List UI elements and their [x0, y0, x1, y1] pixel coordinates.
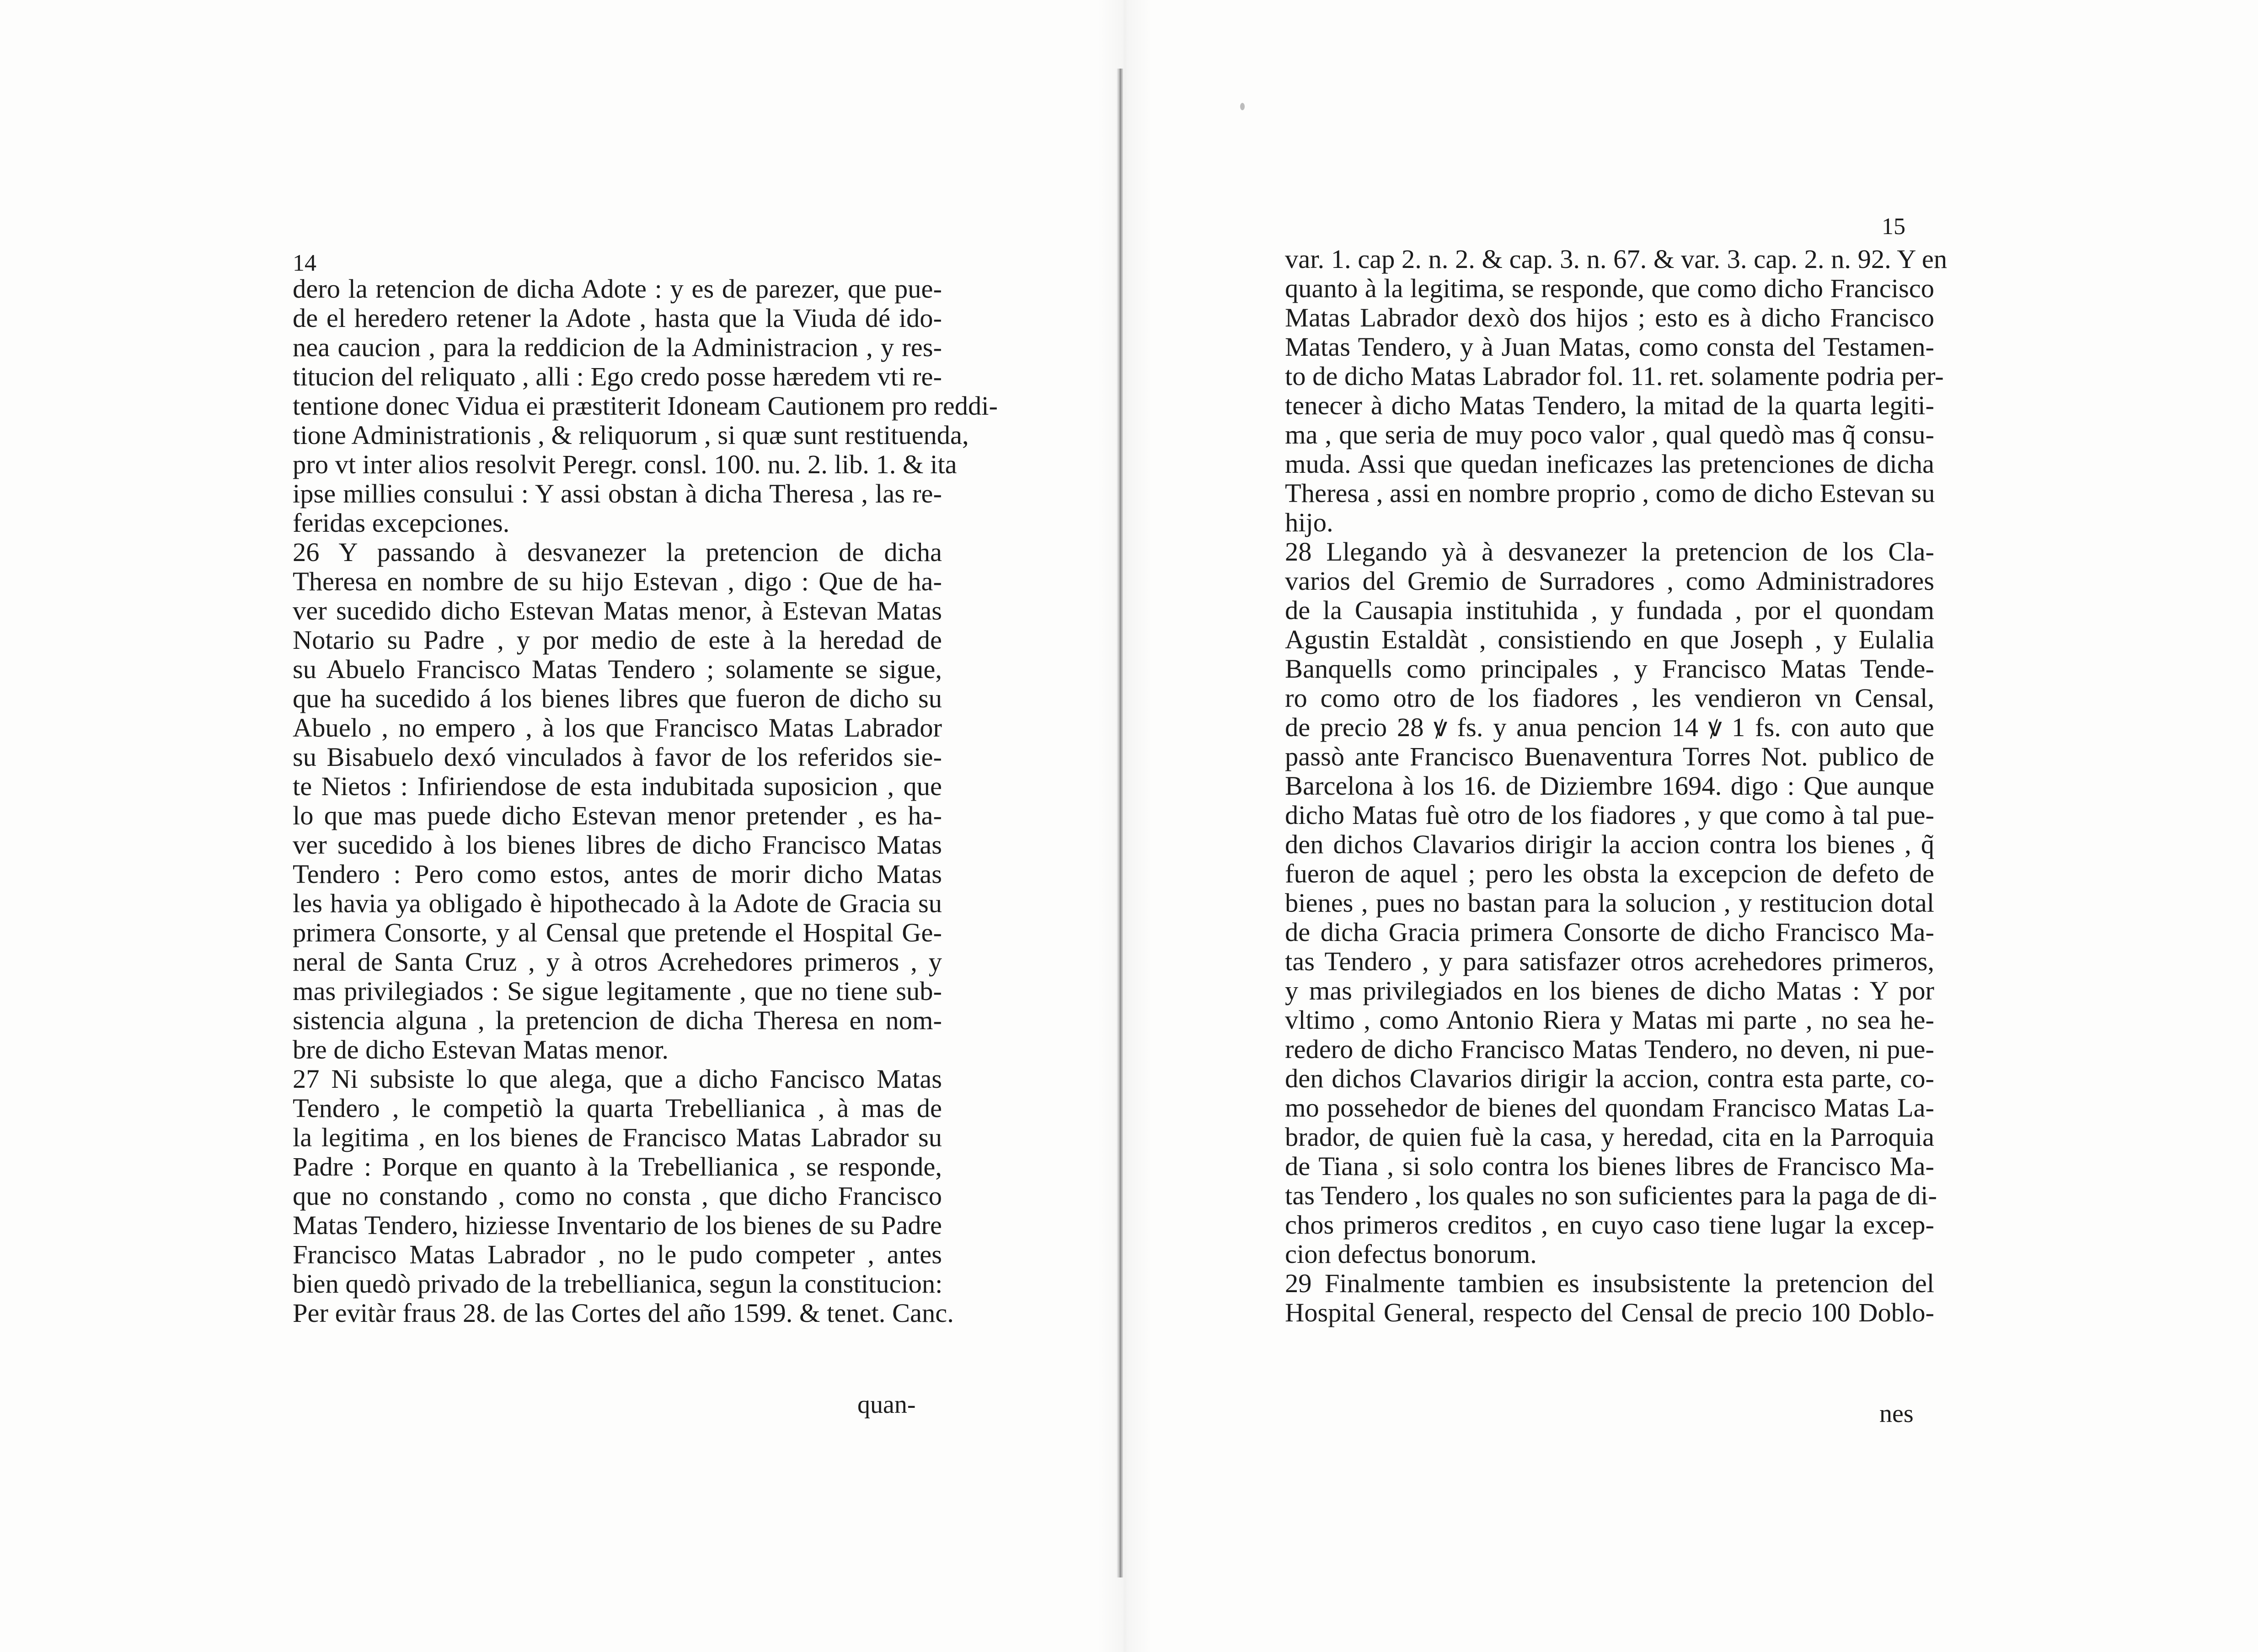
left-page-number: 14 — [293, 250, 316, 276]
text-line: Banquells como principales , y Francisco Matas Tende- — [1285, 654, 1934, 684]
text-line: dicho Matas fuè otro de los fiadores , y que como à tal pue- — [1285, 800, 1934, 830]
text-line: de dicha Gracia primera Consorte de dicho Francisco Ma- — [1285, 917, 1934, 947]
text-line: var. 1. cap 2. n. 2. & cap. 3. n. 67. & var. 3. cap. 2. n. 92. Y en — [1285, 244, 1948, 274]
text-line: su Abuelo Francisco Matas Tendero ; solamente se sigue, — [293, 654, 942, 684]
text-line: tione Administrationis , & reliquorum , si quæ sunt restituenda, — [293, 420, 969, 450]
gutter-shadow — [1097, 0, 1152, 1652]
paragraph-29-start: 29 Finalmente tambien es insubsistente la pretencion del — [1285, 1268, 1934, 1298]
text-line: passò ante Francisco Buenaventura Torres Not. publico de — [1285, 742, 1934, 771]
text-line: Notario su Padre , y por medio de este à la heredad de — [293, 625, 942, 655]
text-line: bienes , pues no bastan para la solucion , y restitucion dotal — [1285, 888, 1934, 918]
text-line: quanto à la legitima, se responde, que como dicho Francisco — [1285, 273, 1934, 303]
text-line: Francisco Matas Labrador , no le pudo competer , antes — [293, 1240, 942, 1269]
text-line: Matas Labrador dexò dos hijos ; esto es à dicho Francisco — [1285, 303, 1934, 332]
text-line: redero de dicho Francisco Matas Tendero, no deven, ni pue- — [1285, 1034, 1934, 1064]
left-page-text — [293, 274, 998, 1328]
text-line: pro vt inter alios resolvit Peregr. consl. 100. nu. 2. lib. 1. & ita — [293, 449, 957, 479]
text-line: Hospital General, respecto del Censal de precio 100 Doblo- — [1285, 1298, 1934, 1327]
text-line: den dichos Clavarios dirigir la accion, contra esta parte, co- — [1285, 1064, 1934, 1093]
text-line: titucion del reliquato , alli : Ego credo posse hæredem vti re- — [293, 362, 942, 391]
text-line: que ha sucedido á los bienes libres que fueron de dicho su — [293, 684, 942, 713]
text-line: la legitima , en los bienes de Francisco Matas Labrador su — [293, 1123, 942, 1152]
right-page-text — [1285, 244, 1948, 1327]
text-line: ver sucedido à los bienes libres de dicho Francisco Matas — [293, 830, 942, 860]
text-line: fueron de aquel ; pero les obsta la excepcion de defeto de — [1285, 859, 1934, 888]
text-line: muda. Assi que quedan ineficazes las pretenciones de dicha — [1285, 449, 1934, 479]
text-line: y mas privilegiados en los bienes de dicho Matas : Y por — [1285, 976, 1934, 1005]
text-line: ipse millies consului : Y assi obstan à dicha Theresa , las re- — [293, 479, 942, 508]
text-line: Tendero : Pero como estos, antes de morir dicho Matas — [293, 859, 942, 889]
text-line: nea caucion , para la reddicion de la Administracion , y res- — [293, 332, 942, 362]
text-line: hijo. — [1285, 508, 1333, 537]
text-line: ma , que seria de muy poco valor , qual quedò mas q̃ consu- — [1285, 420, 1934, 449]
text-line: cion defectus bonorum. — [1285, 1239, 1537, 1269]
text-line: tas Tendero , los quales no son suficientes para la paga de di- — [1285, 1181, 1937, 1210]
text-line: tas Tendero , y para satisfazer otros acrehedores primeros, — [1285, 946, 1934, 976]
text-line: de precio 28 ꝟ fs. y anua pencion 14 ꝟ 1 fs. con auto que — [1285, 712, 1934, 742]
text-line: to de dicho Matas Labrador fol. 11. ret. solamente podria per- — [1285, 361, 1944, 391]
paragraph-28-start: 28 Llegando yà à desvanezer la pretencion de los Cla- — [1285, 537, 1934, 567]
right-catchword: nes — [1879, 1400, 1914, 1428]
text-line: que no constando , como no consta , que dicho Francisco — [293, 1181, 942, 1211]
left-catchword: quan- — [857, 1390, 916, 1419]
text-line: vltimo , como Antonio Riera y Matas mi parte , no sea he- — [1285, 1005, 1934, 1035]
text-line: brador, de quien fuè la casa, y heredad, cita en la Parroquia — [1285, 1122, 1934, 1152]
text-line: tentione donec Vidua ei præstiterit Idoneam Cautionem pro reddi- — [293, 391, 998, 421]
text-line: Theresa , assi en nombre proprio , como de dicho Estevan su — [1285, 478, 1935, 508]
text-line: lo que mas puede dicho Estevan menor pretender , es ha- — [293, 801, 942, 830]
text-line: te Nietos : Infiriendose de esta indubitada suposicion , que — [293, 771, 942, 801]
text-line: mo possehedor de bienes del quondam Francisco Matas La- — [1285, 1093, 1934, 1123]
text-line: de el heredero retener la Adote , hasta que la Viuda dé ido- — [293, 303, 942, 333]
text-line: Matas Tendero, y à Juan Matas, como consta del Testamen- — [1285, 332, 1934, 362]
text-line: su Bisabuelo dexó vinculados à favor de los referidos sie- — [293, 742, 942, 772]
text-line: Matas Tendero, hiziesse Inventario de los bienes de su Padre — [293, 1210, 942, 1240]
text-line: bien quedò privado de la trebellianica, segun la constitucion: — [293, 1269, 943, 1299]
text-line: mas privilegiados : Se sigue legitamente , que no tiene sub- — [293, 976, 942, 1006]
text-line: Theresa en nombre de su hijo Estevan , digo : Que de ha- — [293, 567, 942, 596]
ink-spot — [1240, 103, 1245, 110]
text-line: den dichos Clavarios dirigir la accion contra los bienes , q̃ — [1285, 829, 1934, 859]
text-line: de la Causapia instituhida , y fundada , por el quondam — [1285, 595, 1934, 625]
paragraph-27-start: 27 Ni subsiste lo que alega, que a dicho Fancisco Matas — [293, 1064, 942, 1094]
text-line: chos primeros creditos , en cuyo caso tiene lugar la excep- — [1285, 1210, 1934, 1240]
paragraph-26-start: 26 Y passando à desvanezer la pretencion de dicha — [293, 537, 942, 567]
text-line: Padre : Porque en quanto à la Trebellianica , se responde, — [293, 1152, 942, 1182]
text-line: ver sucedido dicho Estevan Matas menor, à Estevan Matas — [293, 596, 942, 626]
text-line: varios del Gremio de Surradores , como Administradores — [1285, 566, 1934, 596]
text-line: dero la retencion de dicha Adote : y es de parezer, que pue- — [293, 274, 942, 304]
text-line: ro como otro de los fiadores , les vendieron vn Censal, — [1285, 683, 1934, 713]
text-line: les havia ya obligado è hipothecado à la Adote de Gracia su — [293, 888, 942, 918]
text-line: sistencia alguna , la pretencion de dicha Theresa en nom- — [293, 1005, 942, 1035]
text-line: Abuelo , no empero , à los que Francisco Matas Labrador — [293, 713, 942, 743]
text-line: Tendero , le competiò la quarta Trebellianica , à mas de — [293, 1093, 942, 1123]
text-line: Agustin Estaldàt , consistiendo en que Joseph , y Eulalia — [1285, 625, 1934, 654]
text-line: Per evitàr fraus 28. de las Cortes del año 1599. & tenet. Canc. — [293, 1298, 954, 1328]
text-line: Barcelona à los 16. de Diziembre 1694. digo : Que aunque — [1285, 771, 1934, 801]
text-line: feridas excepciones. — [293, 508, 510, 538]
text-line: neral de Santa Cruz , y à otros Acrehedores primeros , y — [293, 947, 942, 977]
text-line: bre de dicho Estevan Matas menor. — [293, 1035, 669, 1064]
text-line: tenecer à dicho Matas Tendero, la mitad de la quarta legiti- — [1285, 390, 1934, 420]
text-line: de Tiana , si solo contra los bienes libres de Francisco Ma- — [1285, 1151, 1934, 1181]
text-line: primera Consorte, y al Censal que pretende el Hospital Ge- — [293, 918, 942, 947]
right-page-number: 15 — [1882, 214, 1905, 240]
book-gutter — [1117, 69, 1123, 1577]
